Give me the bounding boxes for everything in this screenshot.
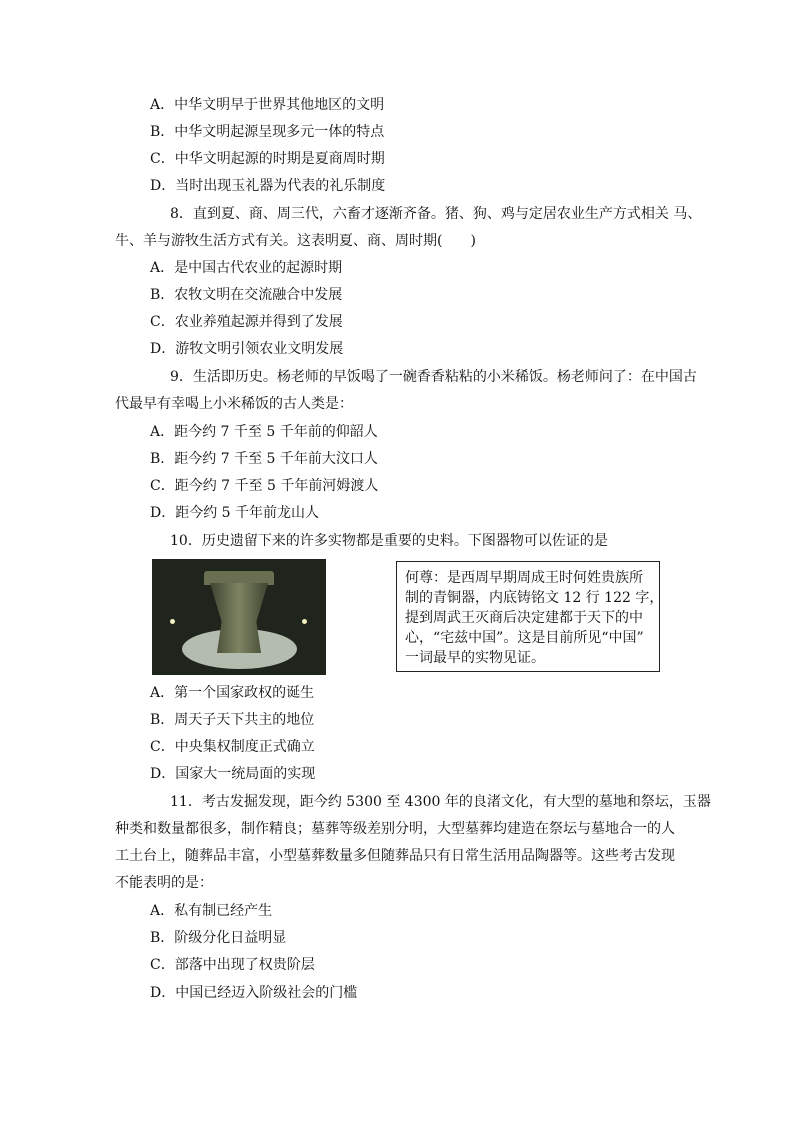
q10-option-a: A．第一个国家政权的诞生: [150, 685, 315, 701]
q10-option-d: D．国家大一统局面的实现: [150, 766, 316, 782]
q11-stem-line4: 不能表明的是：: [115, 875, 213, 891]
q7-option-a: A．中华文明早于世界其他地区的文明: [150, 97, 385, 113]
q10-stem: 10．历史遗留下来的许多实物都是重要的史料。下图器物可以佐证的是: [170, 533, 608, 549]
display-light-right: [302, 619, 307, 624]
q11-stem-line1: 11．考古发掘发现，距今约 5300 至 4300 年的良渚文化，有大型的墓地和祭坛，玉器: [170, 794, 711, 810]
caption-line-3: 提到周武王灭商后决定建都于天下的中: [405, 610, 643, 626]
q10-option-b: B．周天子天下共主的地位: [150, 712, 315, 728]
q11-option-c: C．部落中出现了权贵阶层: [150, 957, 315, 973]
q11-stem-line2: 种类和数量都很多，制作精良；墓葬等级差别分明，大型墓葬均建造在祭坛与墓地合一的人: [115, 821, 675, 837]
vessel-rim: [204, 571, 274, 585]
q8-stem-line1: 8．直到夏、商、周三代，六畜才逐渐齐备。猪、狗、鸡与定居农业生产方式相关 马、: [170, 206, 702, 222]
q7-option-b: B．中华文明起源呈现多元一体的特点: [150, 124, 385, 140]
q8-option-c: C．农业养殖起源并得到了发展: [150, 314, 343, 330]
caption-line-4: 心，“宅兹中国”。这是目前所见“中国”: [405, 630, 644, 646]
vessel-body: [210, 583, 268, 653]
q8-option-d: D．游牧文明引领农业文明发展: [150, 341, 344, 357]
q7-option-d: D．当时出现玉礼器为代表的礼乐制度: [150, 178, 386, 194]
he-zun-bronze-photo: [152, 559, 326, 675]
q8-option-b: B．农牧文明在交流融合中发展: [150, 287, 343, 303]
q9-option-d: D．距今约 5 千年前龙山人: [150, 505, 320, 521]
q11-option-a: A．私有制已经产生: [150, 903, 273, 919]
q10-option-c: C．中央集权制度正式确立: [150, 739, 315, 755]
q11-option-b: B．阶级分化日益明显: [150, 930, 287, 946]
q11-option-d: D．中国已经迈入阶级社会的门槛: [150, 985, 358, 1001]
q7-option-c: C．中华文明起源的时期是夏商周时期: [150, 151, 385, 167]
q9-stem-line1: 9．生活即历史。杨老师的早饭喝了一碗香香粘粘的小米稀饭。杨老师问了：在中国古: [170, 369, 697, 385]
caption-line-1: 何尊：是西周早期周成王时何姓贵族所: [405, 570, 643, 586]
q8-option-a: A．是中国古代农业的起源时期: [150, 260, 343, 276]
q9-option-a: A．距今约 7 千至 5 千年前的仰韶人: [150, 424, 378, 440]
q9-stem-line2: 代最早有幸喝上小米稀饭的古人类是：: [115, 396, 353, 412]
display-light-left: [170, 619, 175, 624]
q9-option-b: B．距今约 7 千至 5 千年前大汶口人: [150, 451, 378, 467]
q9-option-c: C．距今约 7 千至 5 千年前河姆渡人: [150, 478, 379, 494]
caption-line-2: 制的青铜器，内底铸铭文 12 行 122 字，: [405, 590, 664, 606]
he-zun-caption-box: [396, 561, 664, 672]
q8-stem-line2: 牛、羊与游牧生活方式有关。这表明夏、商、周时期( ): [115, 233, 476, 249]
q11-stem-line3: 工土台上，随葬品丰富，小型墓葬数量多但随葬品只有日常生活用品陶器等。这些考古发现: [115, 848, 675, 864]
caption-line-5: 一词最早的实物见证。: [405, 650, 545, 666]
